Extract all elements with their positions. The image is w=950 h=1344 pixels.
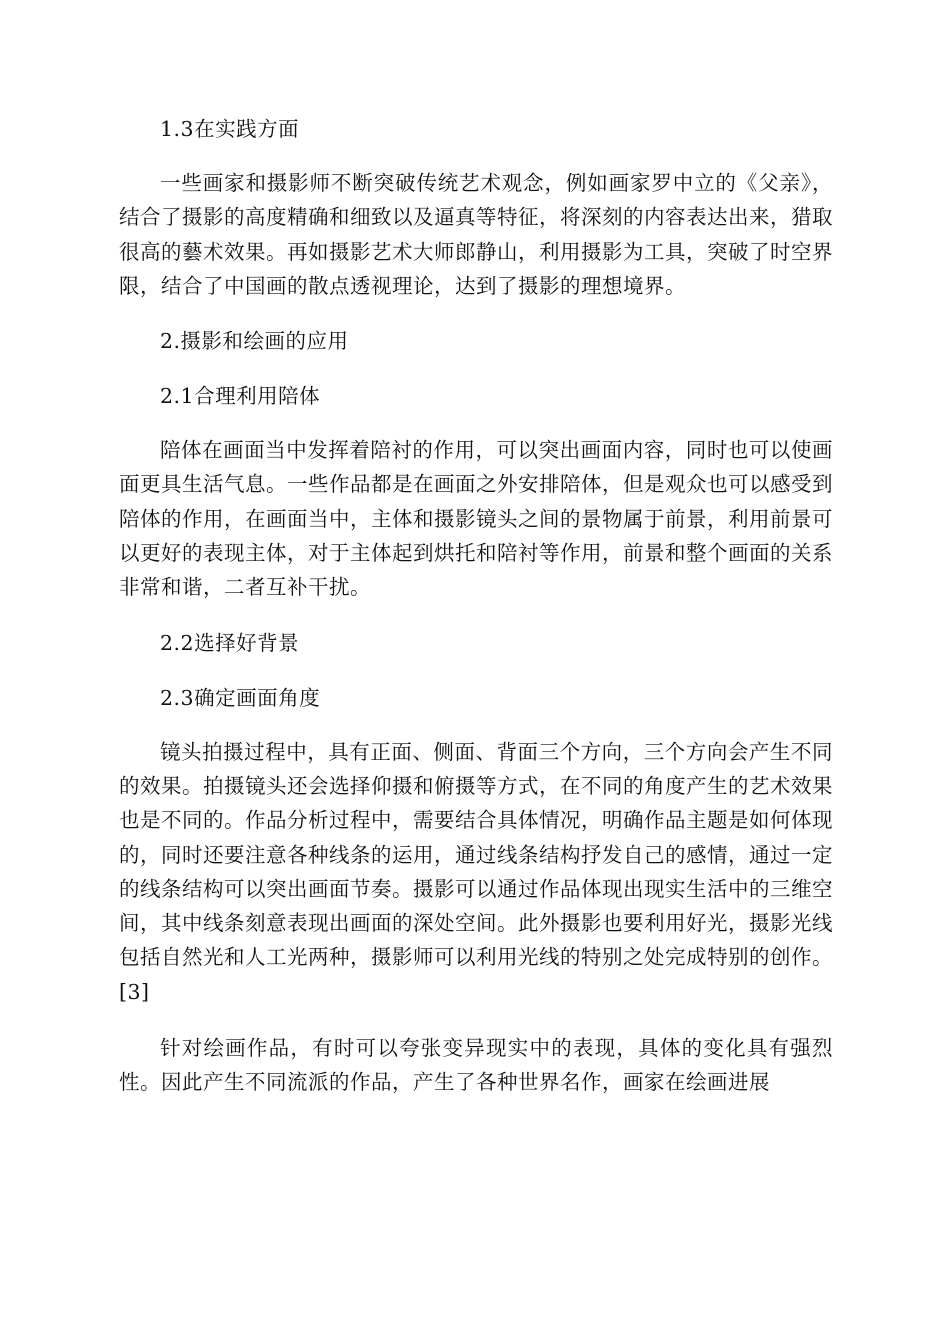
section-heading-2-1: 2.1合理利用陪体 (160, 384, 321, 409)
section-heading-1-3: 1.3在实践方面 (160, 117, 300, 141)
paragraph-practice: 一些画家和摄影师不断突破传统艺术观念，例如画家罗中立的《父亲》，结合了摄影的高度精确和细致以及逼真等特征，将深刻的内容表达出来，猎取很高的藝术效果。再如摄影艺术大师郎静山，利用摄影为工具，突破了时空界限，结合了中国画的散点透视理论，达到了摄影的理想境界。 (119, 171, 833, 298)
document-body (119, 113, 833, 1100)
section-heading-2-2: 2.2选择好背景 (160, 630, 300, 655)
paragraph-camera-angle: 镜头拍摄过程中，具有正面、侧面、背面三个方向，三个方向会产生不同的效果。拍摄镜头还会选择仰摄和俯摄等方式，在不同的角度产生的艺术效果也是不同的。作品分析过程中，需要结合具体情况，明确作品主题是如何体现的，同时还要注意各种线条的运用，通过线条结构抒发自己的感情，通过一定的线条结构可以突出画面节奏。摄影可以通过作品体现出现实生活中的三维空间，其中线条刻意表现出画面的深处空间。此外摄影也要利用好光，摄影光线包括自然光和人工光两种，摄影师可以利用光线的特别之处完成特别的创作。[3] (119, 739, 833, 1004)
paragraph-secondary-subject: 陪体在画面当中发挥着陪衬的作用，可以突出画面内容，同时也可以使画面更具生活气息。一些作品都是在画面之外安排陪体，但是观众也可以感受到陪体的作用，在画面当中，主体和摄影镜头之间的景物属于前景，利用前景可以更好的表现主体，对于主体起到烘托和陪衬等作用，前景和整个画面的关系非常和谐，二者互补干扰。 (119, 438, 833, 600)
section-heading-2-3: 2.3确定画面角度 (160, 685, 321, 710)
section-heading-2: 2.摄影和绘画的应用 (160, 329, 349, 354)
paragraph-painting-works: 针对绘画作品，有时可以夸张变异现实中的表现，具体的变化具有强烈性。因此产生不同流派的作品，产生了各种世界名作，画家在绘画进展 (119, 1036, 833, 1095)
